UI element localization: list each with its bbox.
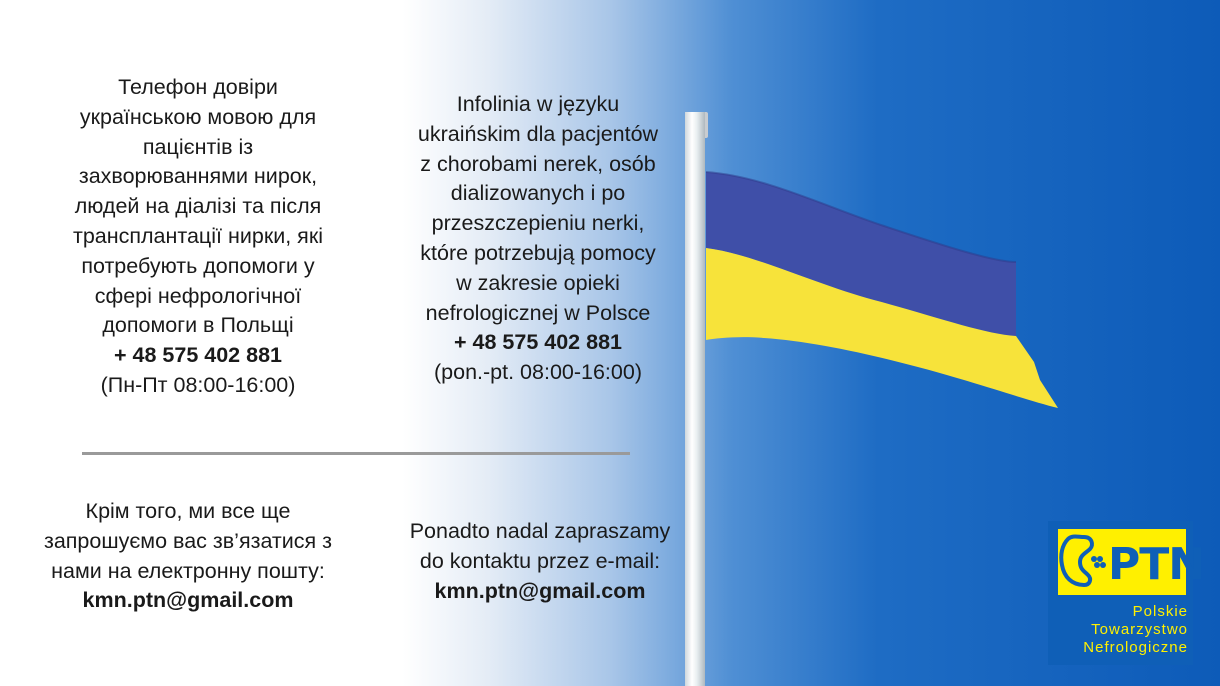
ukraine-flag-icon [704,166,1064,416]
ukrainian-email-line: Крім того, ми все ще [85,499,291,523]
ukrainian-hotline-line: допомоги в Польщі [102,313,294,338]
polish-hotline-line: dializowanych i po [450,181,626,206]
ukrainian-phone[interactable]: + 48 575 402 881 [114,343,282,368]
ptn-logo-name-line: Towarzystwo [1091,621,1188,638]
polish-email-block [392,517,688,606]
polish-email-line: Ponadto nadal zapraszamy [409,519,671,543]
ptn-logo-name-line: Polskie [1132,603,1188,620]
flagpole [685,112,705,686]
polish-hotline-line: w zakresie opieki [456,270,620,295]
polish-email-link[interactable]: kmn.ptn@gmail.com [434,578,646,603]
ukrainian-hotline-line: потребують допомоги у [81,253,315,278]
polish-hotline-line: przeszczepieniu nerki, [431,211,645,236]
ukrainian-email-line: нами на електронну пошту: [51,558,325,583]
ukrainian-hotline-line: трансплантації нирки, які [72,223,324,248]
ukrainian-hotline-line: людей на діалізі та після [74,194,322,219]
ukrainian-hotline-line: пацієнтів із [142,134,254,159]
polish-hotline-line: z chorobami nerek, osób [420,151,656,176]
polish-phone[interactable]: + 48 575 402 881 [454,330,622,355]
ukrainian-hotline-line: захворюваннями нирок, [78,164,318,189]
ptn-logo-abbr: PTN [1108,539,1205,590]
ukrainian-hotline-line: українською мовою для [79,104,317,129]
polish-hotline-line: które potrzebują pomocy [420,240,656,265]
ptn-logo [1048,521,1205,665]
ukrainian-hotline-line: сфері нефрологічної [94,283,302,308]
polish-hotline-line: ukraińskim dla pacjentów [417,121,659,146]
polish-email-line: do kontaktu przez e-mail: [419,548,661,573]
polish-hotline-block [388,90,688,388]
ukrainian-hotline-block [40,73,356,401]
ukrainian-email-block [30,497,346,616]
polish-hotline-line: nefrologicznej w Polsce [425,300,651,325]
section-divider [82,452,630,455]
ptn-logo-name-line: Nefrologiczne [1083,639,1188,656]
ukrainian-hours: (Пн-Пт 08:00-16:00) [100,372,296,397]
kidney-icon [1058,529,1108,595]
ptn-logo-name [1056,603,1188,657]
polish-hours: (pon.-pt. 08:00-16:00) [434,360,642,385]
ptn-logo-badge [1058,529,1205,595]
polish-hotline-line: Infolinia w języku [456,92,620,116]
ukrainian-email-line: запрошуємо вас зв’язатися з [43,528,333,553]
ukrainian-email-link[interactable]: kmn.ptn@gmail.com [82,588,294,613]
ukrainian-hotline-line: Телефон довіри [118,75,278,99]
